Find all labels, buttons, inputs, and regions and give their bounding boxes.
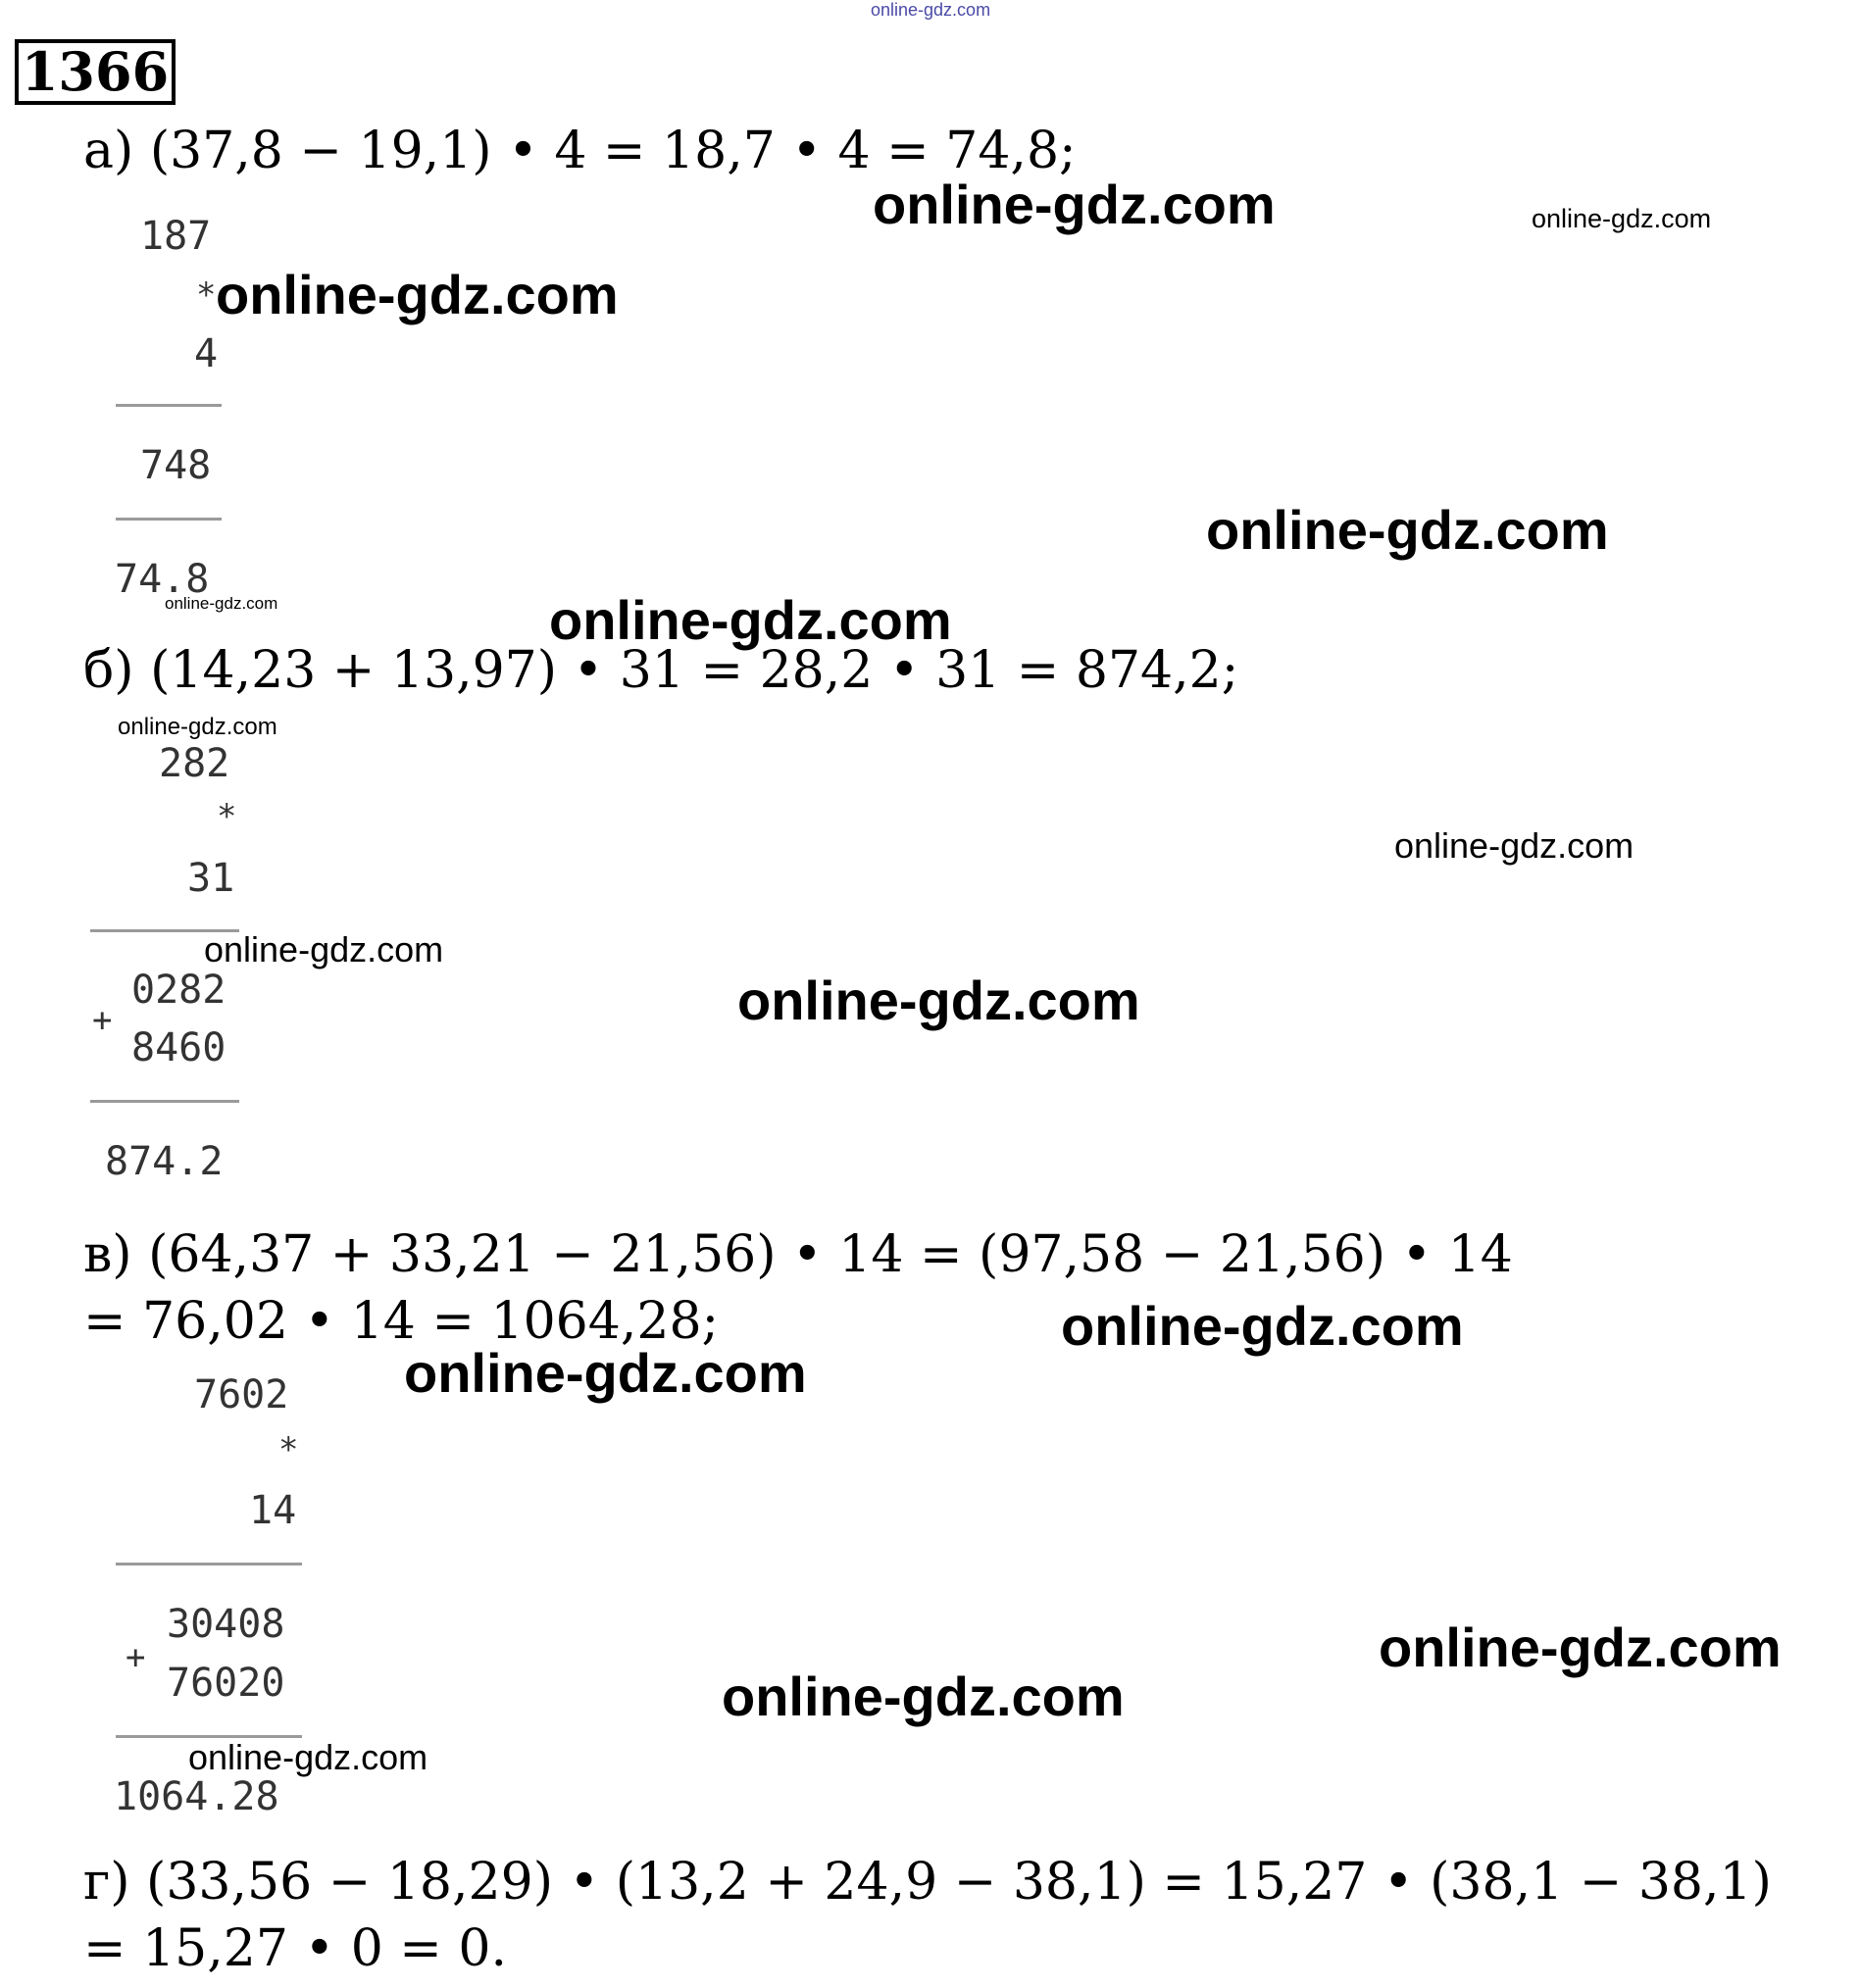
problem-number: 1366 <box>15 39 176 105</box>
watermark: online-gdz.com <box>1532 204 1712 233</box>
watermark: online-gdz.com <box>1394 825 1635 866</box>
watermark: online-gdz.com <box>737 969 1140 1031</box>
part-b-expression: б) (14,23 + 13,97) • 31 = 28,2 • 31 = 874,2; <box>83 641 1239 700</box>
calc-a-op: * <box>196 275 217 315</box>
watermark: online-gdz.com <box>204 929 444 969</box>
watermark: online-gdz.com <box>549 589 952 651</box>
watermark-top: online-gdz.com <box>871 0 991 20</box>
calc-b-n1: 282 <box>159 741 230 786</box>
calc-v-op: * <box>278 1430 299 1469</box>
calc-a-n1: 187 <box>140 214 212 259</box>
watermark: online-gdz.com <box>165 594 278 613</box>
watermark: online-gdz.com <box>722 1665 1125 1727</box>
watermark: online-gdz.com <box>118 714 277 740</box>
watermark: online-gdz.com <box>1379 1616 1782 1678</box>
part-a-expression: а) (37,8 − 19,1) • 4 = 18,7 • 4 = 74,8; <box>83 122 1077 180</box>
calc-v-n1: 7602 <box>194 1372 289 1417</box>
part-g-expression-line2: = 15,27 • 0 = 0. <box>83 1919 508 1978</box>
watermark: online-gdz.com <box>1206 499 1609 561</box>
watermark: online-gdz.com <box>404 1342 807 1404</box>
calc-a-rule-1 <box>116 404 222 407</box>
watermark: online-gdz.com <box>873 174 1276 235</box>
calc-b-p1: 0282 <box>131 968 226 1013</box>
calc-b-rule-2 <box>90 1100 239 1103</box>
watermark: online-gdz.com <box>1061 1295 1464 1357</box>
calc-v-result: 1064.28 <box>114 1774 279 1819</box>
watermark: online-gdz.com <box>188 1737 428 1777</box>
part-g-expression-line1: г) (33,56 − 18,29) • (13,2 + 24,9 − 38,1) = 15,27 • (38,1 − 38,1) <box>83 1853 1772 1912</box>
calc-a-result: 74.8 <box>115 557 210 602</box>
calc-v-rule-1 <box>116 1563 302 1566</box>
calc-b-result: 874.2 <box>105 1139 224 1184</box>
calc-b-p2: 8460 <box>131 1025 226 1070</box>
calc-b-n2: 31 <box>187 856 235 901</box>
part-v-expression-line2: = 76,02 • 14 = 1064,28; <box>83 1292 720 1351</box>
calc-v-p1: 30408 <box>167 1602 285 1647</box>
calc-v-n2: 14 <box>249 1488 297 1533</box>
calc-a-product: 748 <box>140 443 212 488</box>
calc-b-plus: + <box>92 1001 113 1040</box>
calc-v-plus: + <box>126 1638 146 1677</box>
calc-b-op: * <box>217 797 237 836</box>
watermark: online-gdz.com <box>216 264 619 325</box>
part-v-expression-line1: в) (64,37 + 33,21 − 21,56) • 14 = (97,58 − 21,56) • 14 <box>83 1225 1513 1284</box>
calc-a-rule-2 <box>116 518 222 521</box>
calc-v-p2: 76020 <box>167 1661 285 1706</box>
calc-a-n2: 4 <box>194 331 219 376</box>
